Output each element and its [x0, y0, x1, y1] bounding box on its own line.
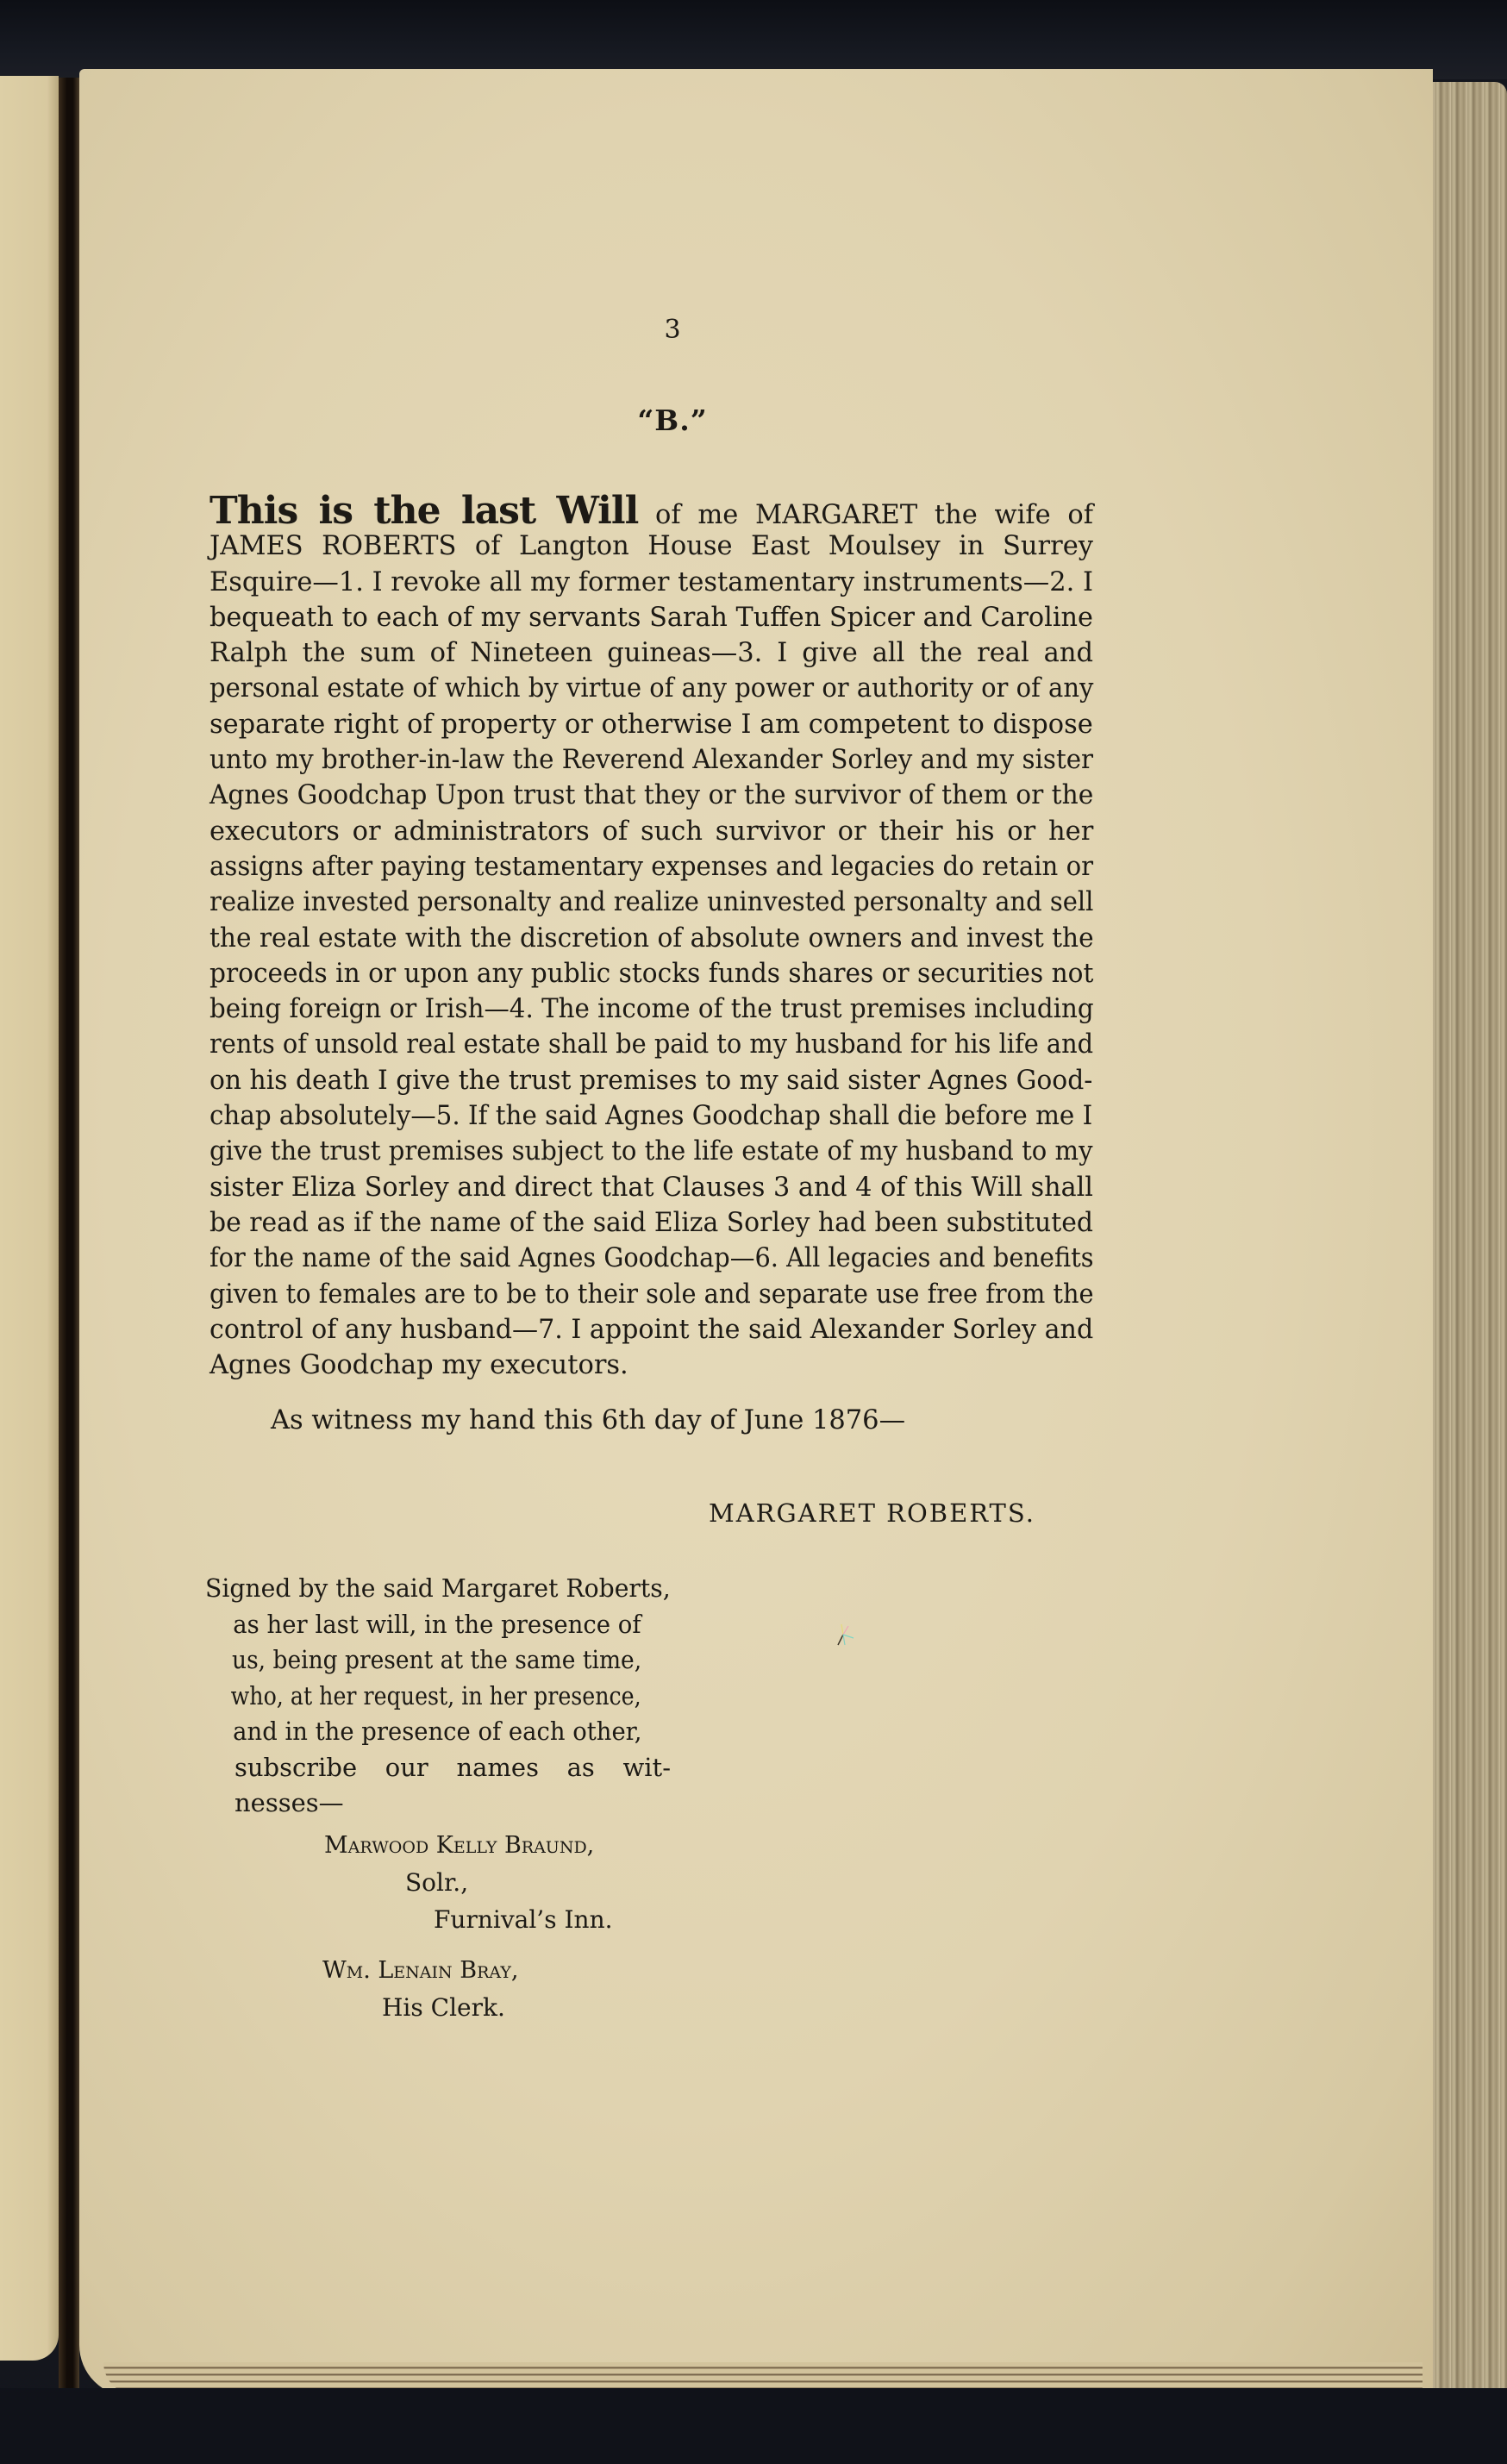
will-line: given to females are to be to their sole and separate use free from the	[209, 1279, 1094, 1310]
witness-1-address: Furnival’s Inn.	[434, 1905, 613, 1934]
witness-clause-line: and in the presence of each other,	[233, 1717, 642, 1746]
witness-1-name: Marwood Kelly Braund,	[324, 1832, 595, 1859]
witness-2-title: His Clerk.	[382, 1993, 505, 2022]
will-line: give the trust premises subject to the life estate of my husband to my	[209, 1136, 1093, 1167]
attestation-line: As witness my hand this 6th day of June 1876—	[271, 1405, 906, 1435]
will-line: on his death I give the trust premises to my said sister Agnes Good-	[209, 1065, 1093, 1096]
witness-clause-line: us, being present at the same time,	[232, 1645, 642, 1674]
will-line: of me MARGARET the wife of	[638, 500, 1093, 530]
will-line: being foreign or Irish—4. The income of the trust premises including	[209, 994, 1094, 1025]
witness-clause-line: who, at her request, in her presence,	[230, 1680, 641, 1710]
will-line: unto my brother-in-law the Reverend Alexander Sorley and my sister	[209, 745, 1094, 776]
will-line: for the name of the said Agnes Goodchap—6. All legacies and benefits	[209, 1243, 1094, 1274]
will-line-first	[209, 489, 1093, 533]
will-line: Ralph the sum of Nineteen guineas—3. I give all the real and	[209, 638, 1093, 669]
will-line: realize invested personalty and realize uninvested personalty and sell	[209, 887, 1094, 918]
will-line: personal estate of which by virtue of any power or authority or of any	[209, 673, 1094, 704]
will-line: Agnes Goodchap Upon trust that they or the survivor of them or the	[209, 780, 1094, 811]
will-line: executors or administrators of such survivor or their his or her	[209, 816, 1094, 847]
witness-clause-line: Signed by the said Margaret Roberts,	[205, 1573, 671, 1603]
witness-2-name: Wm. Lenain Bray,	[322, 1957, 519, 1984]
will-line: sister Eliza Sorley and direct that Clauses 3 and 4 of this Will shall	[209, 1172, 1093, 1203]
will-line: separate right of property or otherwise I am competent to dispose	[209, 709, 1093, 740]
paper-blemish-mark	[828, 1619, 862, 1654]
will-line: proceeds in or upon any public stocks funds shares or securities not	[209, 958, 1094, 989]
witness-1-title: Solr.,	[405, 1868, 469, 1897]
witness-clause-line: nesses—	[234, 1788, 344, 1817]
will-line: chap absolutely—5. If the said Agnes Goodchap shall die before me I	[209, 1101, 1093, 1132]
will-line-last: Agnes Goodchap my executors.	[209, 1350, 628, 1381]
will-body	[209, 489, 1094, 1383]
section-mark: “B.”	[637, 403, 708, 437]
testator-signature: MARGARET ROBERTS.	[709, 1498, 1035, 1528]
witness-clause-line: subscribe our names as wit-	[234, 1752, 671, 1782]
witness-clause-line: as her last will, in the presence of	[233, 1609, 641, 1639]
will-line: assigns after paying testamentary expenses and legacies do retain or	[209, 851, 1094, 882]
will-heading: This is the last Will	[209, 489, 639, 533]
page-number: 3	[664, 315, 681, 345]
will-line: Esquire—1. I revoke all my former testamentary instruments—2. I	[209, 566, 1094, 597]
will-line: bequeath to each of my servants Sarah Tuffen Spicer and Caroline	[209, 602, 1093, 633]
witness-clause	[205, 1571, 671, 1822]
will-line: JAMES ROBERTS of Langton House East Moulsey in Surrey	[209, 531, 1093, 562]
will-line: rents of unsold real estate shall be paid to my husband for his life and	[209, 1029, 1094, 1060]
will-line: be read as if the name of the said Eliza Sorley had been substituted	[209, 1207, 1093, 1238]
will-line: control of any husband—7. I appoint the said Alexander Sorley and	[209, 1314, 1094, 1345]
will-line: the real estate with the discretion of absolute owners and invest the	[209, 922, 1094, 954]
